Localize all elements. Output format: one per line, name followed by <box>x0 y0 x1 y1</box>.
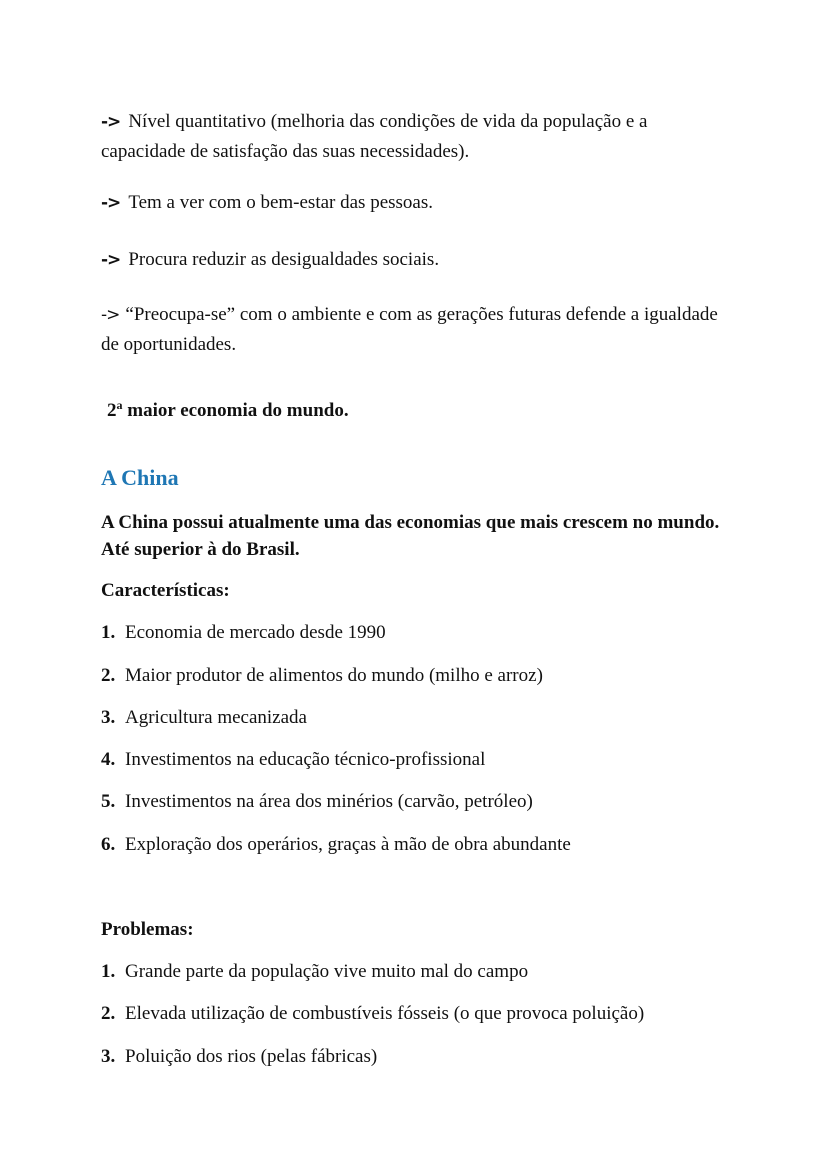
bullet-text: Nível quantitativo (melhoria das condições de vida da população e a capacidade de satisfação das suas necessidades). <box>101 111 648 162</box>
list-item <box>101 618 721 648</box>
list-item <box>101 830 721 860</box>
list-text: Grande parte da população vive muito mal do campo <box>125 961 529 982</box>
rank-text: maior economia do mundo. <box>127 400 349 421</box>
section-heading: A China <box>101 465 179 490</box>
list-number: 3. <box>101 1046 116 1067</box>
arrow-icon: -> <box>101 305 120 325</box>
arrow-icon: -> <box>101 193 121 213</box>
list-text: Investimentos na área dos minérios (carvão, petróleo) <box>125 791 533 812</box>
list-item <box>101 703 721 733</box>
list-item <box>101 999 721 1029</box>
list-item <box>101 1042 721 1072</box>
bullet-text: Tem a ver com o bem-estar das pessoas. <box>128 192 433 213</box>
characteristics-heading: Características: <box>101 580 230 601</box>
problems-heading: Problemas: <box>101 919 194 940</box>
bullet-item <box>101 188 721 218</box>
list-item <box>101 957 721 987</box>
list-number: 1. <box>101 961 116 982</box>
rank-superscript: a <box>116 398 123 412</box>
list-number: 3. <box>101 707 116 728</box>
bullet-text: “Preocupa-se” com o ambiente e com as gerações futuras defende a igualdade de oportunidades. <box>101 304 718 355</box>
list-number: 2. <box>101 1003 116 1024</box>
rank-number: 2 <box>107 400 117 421</box>
list-number: 4. <box>101 749 116 770</box>
list-text: Investimentos na educação técnico-profissional <box>125 749 486 770</box>
bullet-item <box>101 245 721 275</box>
list-item <box>101 787 721 817</box>
list-item <box>101 661 721 691</box>
bullet-item <box>101 107 721 167</box>
list-number: 5. <box>101 791 116 812</box>
list-item <box>101 745 721 775</box>
rank-line <box>107 396 727 426</box>
intro-paragraph: A China possui atualmente uma das economias que mais crescem no mundo. Até superior à do Brasil. <box>101 512 720 560</box>
list-text: Maior produtor de alimentos do mundo (milho e arroz) <box>125 665 543 686</box>
list-text: Elevada utilização de combustíveis fósseis (o que provoca poluição) <box>125 1003 645 1024</box>
bullet-text: Procura reduzir as desigualdades sociais. <box>128 249 440 270</box>
list-text: Exploração dos operários, graças à mão de obra abundante <box>125 834 571 855</box>
arrow-icon: -> <box>101 112 121 132</box>
bullet-item <box>101 300 721 360</box>
list-text: Poluição dos rios (pelas fábricas) <box>125 1046 378 1067</box>
list-number: 1. <box>101 622 116 643</box>
list-text: Agricultura mecanizada <box>125 707 307 728</box>
list-number: 2. <box>101 665 116 686</box>
list-text: Economia de mercado desde 1990 <box>125 622 386 643</box>
arrow-icon: -> <box>101 250 121 270</box>
list-number: 6. <box>101 834 116 855</box>
